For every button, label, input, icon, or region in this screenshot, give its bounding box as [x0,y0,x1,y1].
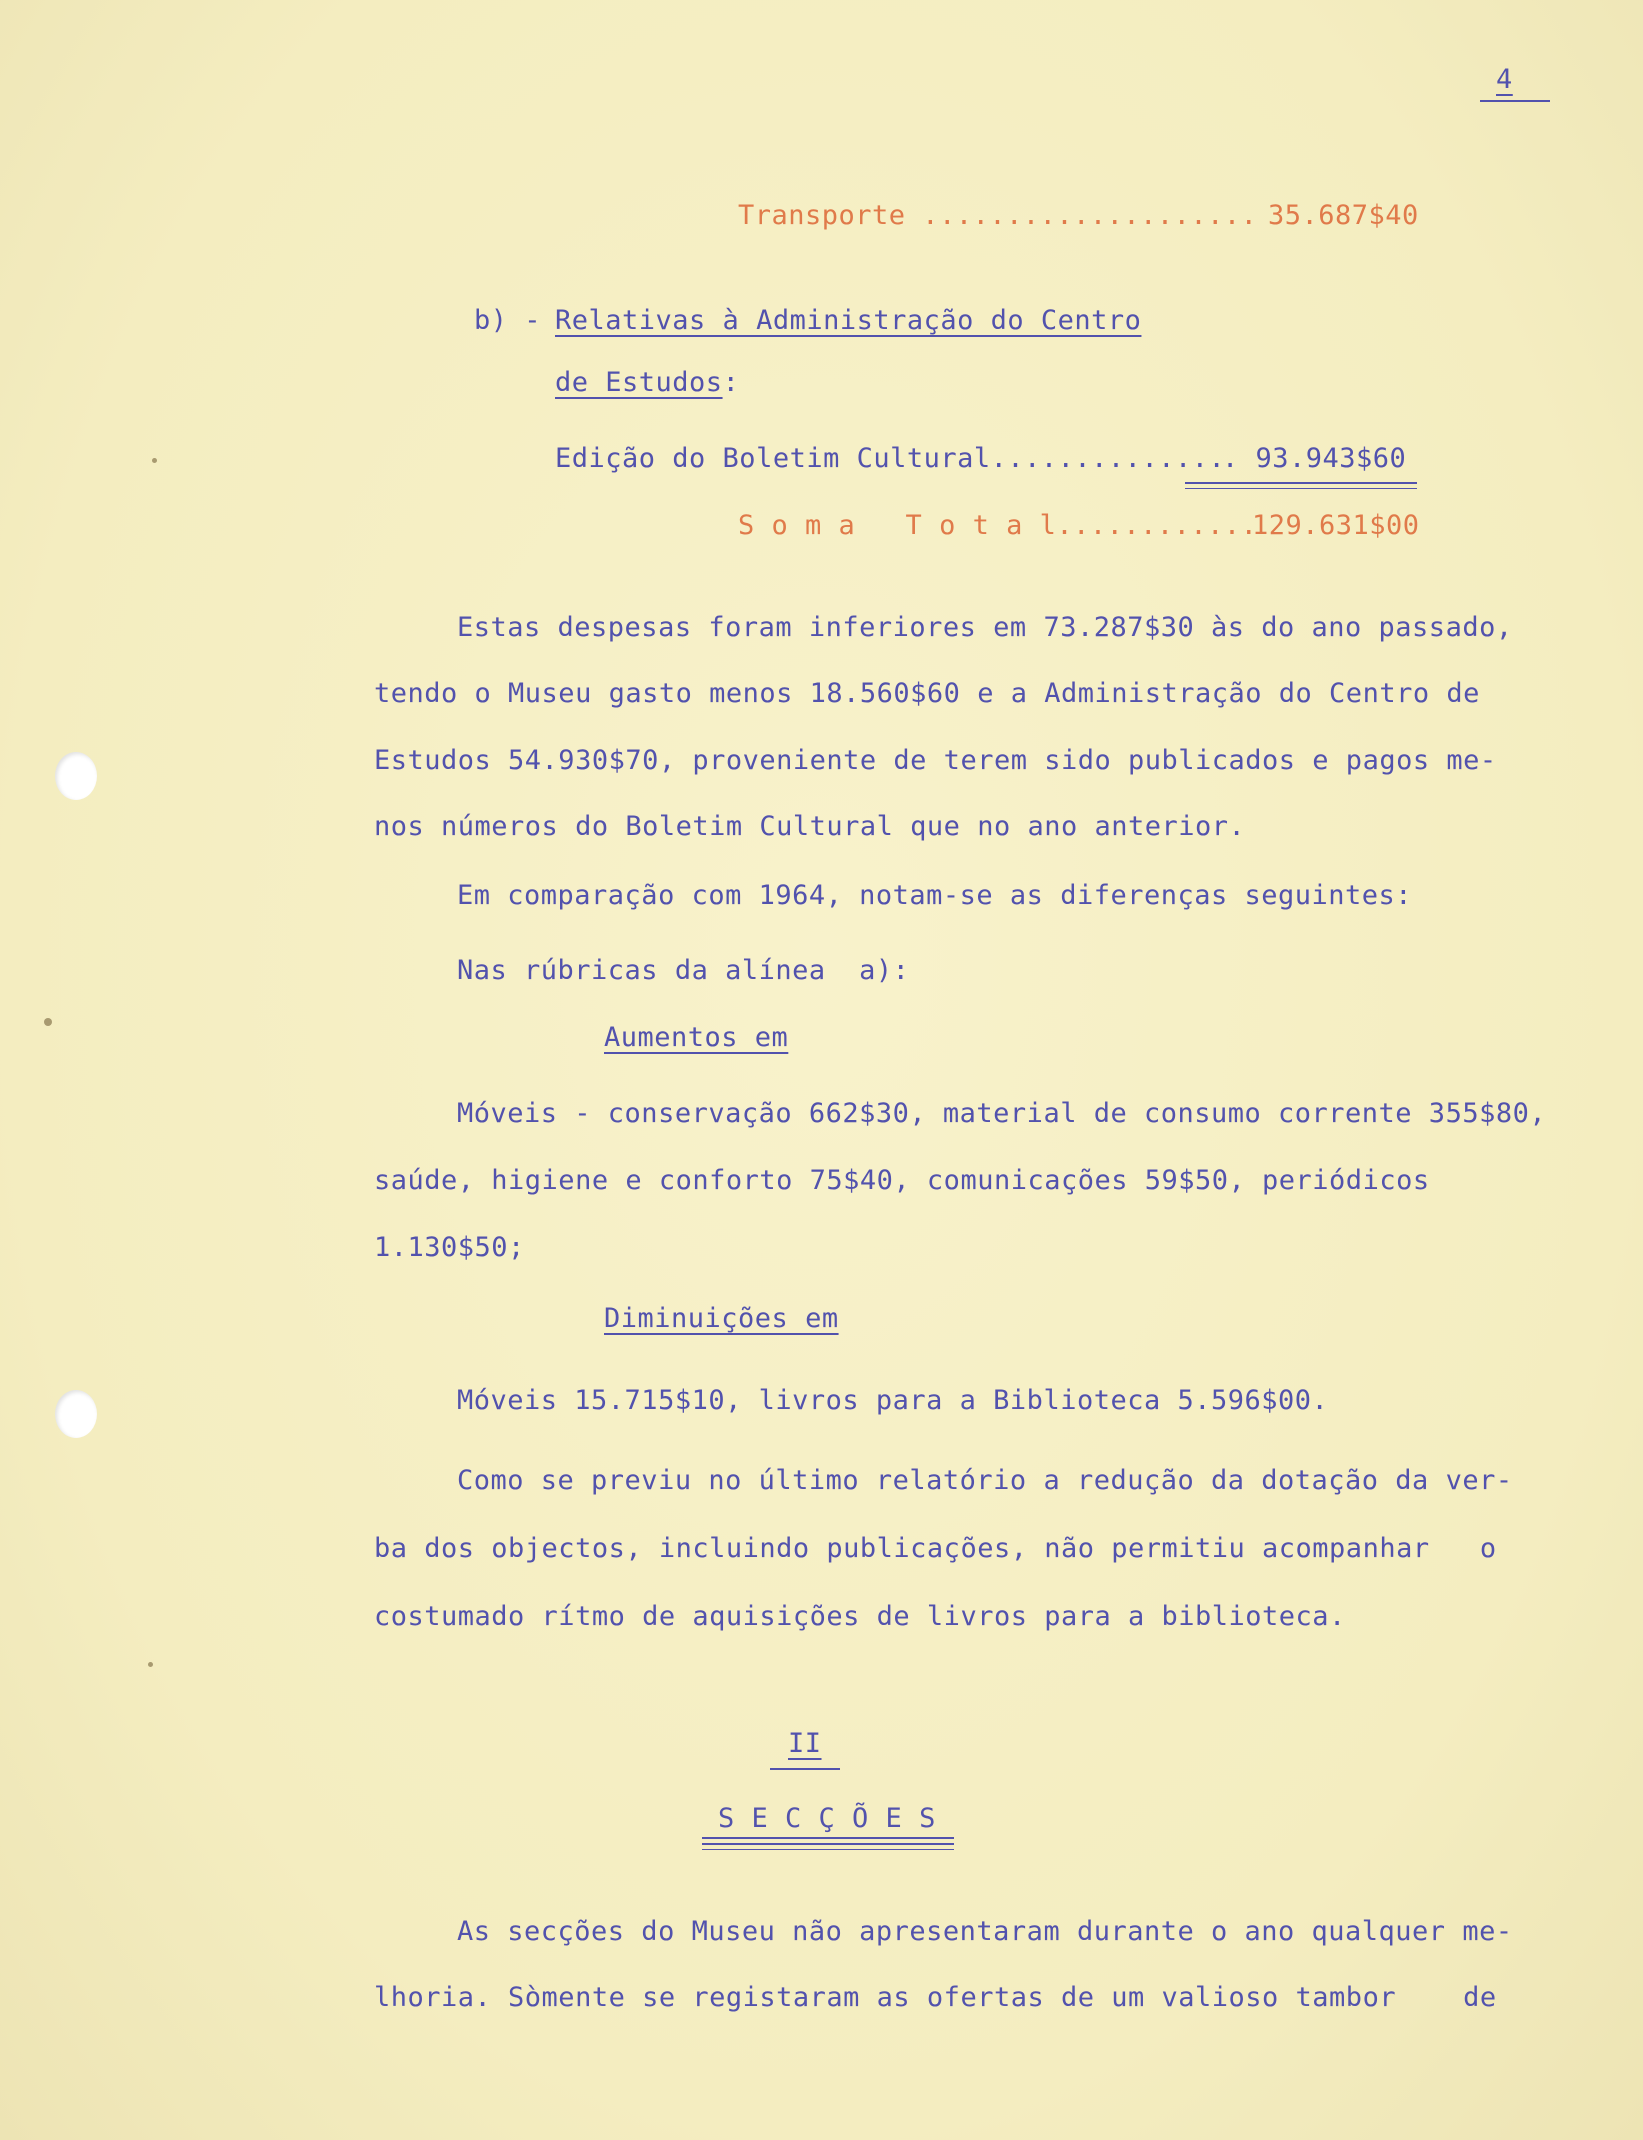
paragraph1-line4: nos números do Boletim Cultural que no ano anterior. [374,811,1246,842]
paragraph1-line3: Estudos 54.930$70, proveniente de terem sido publicados e pagos me- [374,745,1497,776]
boletim-label: Edição do Boletim Cultural.............. [555,443,1226,474]
paper-speck [148,1662,153,1667]
rubricas-line: Nas rúbricas da alínea a): [457,955,910,986]
section-b-title-line1: Relativas à Administração do Centro [555,305,1142,336]
section-number-rule [770,1768,840,1770]
paragraph2-line1: Como se previu no último relatório a redução da dotação da ver- [457,1465,1513,1496]
section-title: S E C Ç Õ E S [718,1803,936,1834]
section-b-prefix: b) - [474,305,542,336]
soma-total-value: 129.631$00 [1252,510,1420,541]
boletim-value: . 93.943$60 [1222,443,1407,474]
page-number-rule [1480,100,1550,102]
transporte-label: Transporte .................... [738,200,1258,231]
paper-speck [152,458,157,463]
aumentos-heading: Aumentos em [604,1022,789,1053]
paragraph1-line2: tendo o Museu gasto menos 18.560$60 e a Administração do Centro de [374,678,1480,709]
paragraph3-line1: As secções do Museu não apresentaram durante o ano qualquer me- [457,1916,1513,1947]
paragraph2-line3: costumado rítmo de aquisições de livros para a biblioteca. [374,1601,1346,1632]
paragraph2-line2: ba dos objectos, incluindo publicações, não permitiu acompanhar o [374,1533,1497,1564]
section-b-title-line2-wrap [555,367,739,398]
comparison-line: Em comparação com 1964, notam-se as diferenças seguintes: [457,880,1413,911]
punch-hole-bottom [55,1390,97,1438]
paper-speck [44,1018,52,1026]
page-number: 4 [1496,64,1513,95]
transporte-value: 35.687$40 [1268,200,1419,231]
section-number: II [788,1728,822,1759]
aumentos-line2: saúde, higiene e conforto 75$40, comunicações 59$50, periódicos [374,1165,1430,1196]
paragraph1-line1: Estas despesas foram inferiores em 73.287$30 às do ano passado, [457,612,1513,643]
aumentos-line3: 1.130$50; [374,1232,525,1263]
paragraph3-line2: lhoria. Sòmente se registaram as ofertas de um valioso tambor de [374,1982,1497,2013]
diminuicoes-heading: Diminuições em [604,1303,839,1334]
boletim-sum-rule-2 [1185,488,1417,489]
section-title-rule-3 [702,1849,954,1850]
punch-hole-top [55,752,97,800]
section-title-rule [702,1837,954,1839]
soma-total-label: S o m a T o t a l............ [738,510,1258,541]
boletim-sum-rule [1185,482,1417,484]
section-b-title-line2: de Estudos [555,367,723,398]
section-title-rule-2 [702,1843,954,1845]
diminuicoes-line: Móveis 15.715$10, livros para a Biblioteca 5.596$00. [457,1385,1329,1416]
section-b-colon: : [722,367,740,398]
aumentos-line1: Móveis - conservação 662$30, material de consumo corrente 355$80, [457,1098,1547,1129]
